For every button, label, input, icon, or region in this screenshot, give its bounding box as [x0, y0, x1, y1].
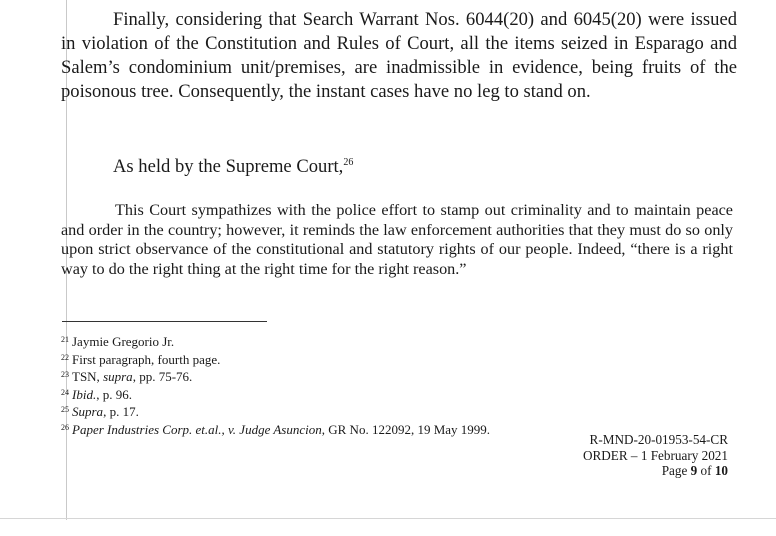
footnote-item [61, 420, 490, 438]
footnote-italic: Ibid. [72, 386, 97, 402]
page-footer [583, 432, 728, 479]
footnote-item [61, 367, 490, 385]
footnote-italic: Supra [72, 404, 104, 419]
footnote-separator [62, 321, 267, 322]
footnote-item [61, 350, 490, 368]
footnote-text: , pp. 75-76. [132, 369, 193, 384]
footnote-text: , GR No. 122092, 19 May 1999. [321, 421, 491, 437]
page-label: Page [661, 463, 691, 478]
body-paragraph: Finally, considering that Search Warrant Nos. 6044(20) and 6045(20) were issued in violation of the Constitution and Rules of Court, all the items seized in Esparago and Salem’s condominium unit/premises, are inadmissible in evidence, being fruits of the poisonous tree. Consequently, the instant cases have no leg to stand on. [61, 9, 737, 102]
footnote-italic: supra [103, 369, 133, 384]
footnote-number: 23 [61, 370, 69, 379]
footnote-number: 24 [61, 387, 69, 397]
page-total: 10 [714, 463, 728, 478]
page-number [583, 463, 728, 479]
page-of-label: of [697, 463, 715, 478]
held-by-line [113, 155, 353, 179]
footnote-ref-26: 26 [343, 157, 354, 168]
footnote-text: Jaymie Gregorio Jr. [72, 334, 175, 349]
footnote-list [61, 332, 490, 437]
footnote-item [61, 332, 490, 350]
case-number: R-MND-20-01953-54-CR [589, 432, 728, 447]
footnote-item [61, 402, 490, 420]
footnote-number: 22 [61, 352, 69, 362]
footnote-number: 26 [61, 422, 69, 432]
order-date: ORDER – 1 February 2021 [582, 447, 728, 463]
footnote-item [61, 385, 490, 403]
footnote-number: 25 [61, 405, 69, 414]
footnote-text: First paragraph, fourth page. [72, 351, 221, 367]
footnote-text: , p. 96. [96, 386, 132, 402]
page-current: 9 [690, 463, 698, 478]
footnote-number: 21 [61, 335, 69, 344]
footnote-prefix: TSN, [72, 369, 104, 384]
held-text: As held by the Supreme Court, [113, 156, 344, 177]
footnote-text: , p. 17. [103, 404, 139, 419]
page-bottom-edge [0, 518, 776, 519]
block-quote: This Court sympathizes with the police effort to stamp out criminality and to maintain peace and order in the country; however, it reminds the law enforcement authorities that they must do so only upon strict observance of the constitutional and statutory rights of our people. Indeed, “there is a right way to do the right thing at the right time for the right reason.” [61, 201, 733, 278]
footnote-italic: Paper Industries Corp. et.al., v. Judge Asuncion [72, 421, 322, 437]
